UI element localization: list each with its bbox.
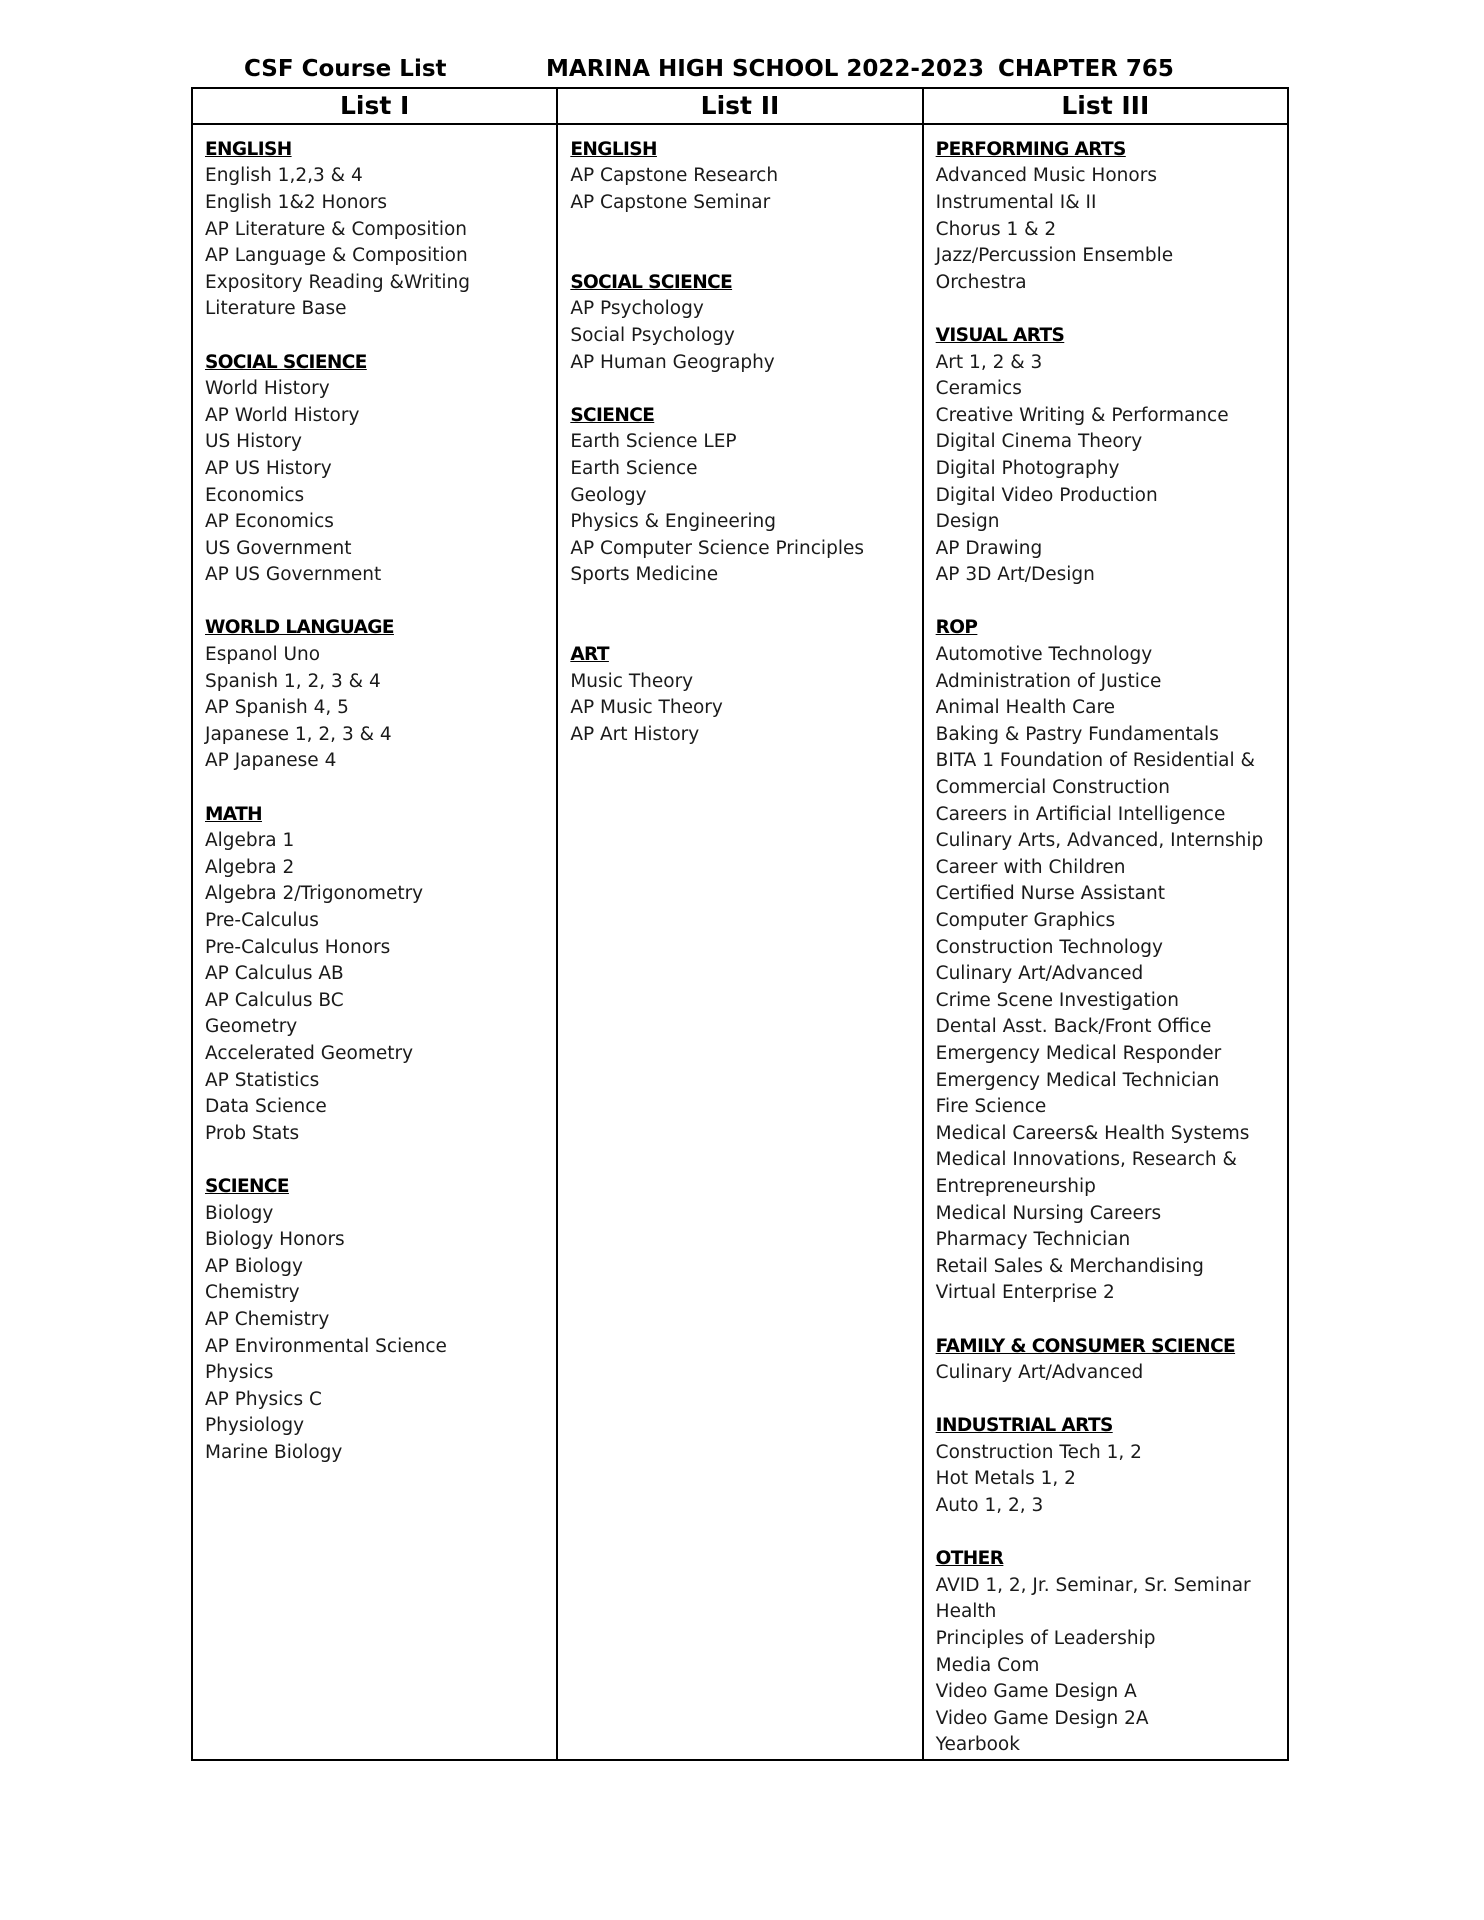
course-item: Video Game Design A: [935, 1681, 1137, 1703]
course-item: English 1&2 Honors: [205, 191, 388, 213]
course-item: Advanced Music Honors: [935, 165, 1157, 187]
section-title: SOCIAL SCIENCE: [205, 351, 367, 373]
course-table: [191, 87, 1289, 1761]
table-header-row: [193, 89, 1287, 125]
section-title: WORLD LANGUAGE: [205, 617, 394, 639]
course-item: Culinary Art/Advanced: [935, 1362, 1144, 1384]
course-item: Social Psychology: [570, 324, 735, 346]
section-spacer: [570, 217, 921, 270]
section-social-science: [205, 350, 556, 589]
course-item: Instrumental I& II: [935, 191, 1097, 213]
course-item: Prob Stats: [205, 1122, 300, 1144]
course-item: AP 3D Art/Design: [935, 564, 1095, 586]
course-item: Art 1, 2 & 3: [935, 351, 1043, 373]
section-spacer: [205, 775, 556, 802]
course-item: AP US History: [205, 457, 332, 479]
course-item: Media Com: [935, 1654, 1040, 1676]
course-item: AP Statistics: [205, 1069, 320, 1091]
section-title: INDUSTRIAL ARTS: [935, 1415, 1113, 1437]
course-item: English 1,2,3 & 4: [205, 165, 363, 187]
course-item: AP Calculus BC: [205, 989, 344, 1011]
section-title: ROP: [935, 617, 978, 639]
section-world-language: [205, 615, 556, 775]
section-spacer: [205, 1147, 556, 1174]
chapter-label: CHAPTER 765: [998, 56, 1174, 82]
course-item: Pharmacy Technician: [935, 1229, 1131, 1251]
course-item: AP Music Theory: [570, 697, 723, 719]
course-item: AP Psychology: [570, 298, 704, 320]
section-spacer: [205, 589, 556, 616]
section-title: VISUAL ARTS: [935, 324, 1065, 346]
course-item: Career with Children: [935, 856, 1126, 878]
course-item: Health: [935, 1601, 997, 1623]
section-family-and-consumer-science: [936, 1334, 1287, 1387]
section-science: [205, 1174, 556, 1467]
section-spacer: [936, 296, 1287, 323]
course-item: AP World History: [205, 404, 360, 426]
course-item: Algebra 2/Trigonometry: [205, 883, 424, 905]
course-item: Earth Science LEP: [570, 431, 737, 453]
course-item: AP Chemistry: [205, 1308, 330, 1330]
course-item: Marine Biology: [205, 1441, 343, 1463]
section-visual-arts: [936, 323, 1287, 589]
course-item: Automotive Technology: [935, 644, 1153, 666]
list-2-column: [556, 125, 921, 1759]
course-item: Jazz/Percussion Ensemble: [935, 245, 1174, 267]
course-item: AVID 1, 2, Jr. Seminar, Sr. Seminar: [935, 1574, 1251, 1596]
course-item: Retail Sales & Merchandising: [935, 1255, 1204, 1277]
course-item: World History: [205, 378, 330, 400]
section-english: [570, 137, 921, 217]
section-spacer: [570, 376, 921, 403]
course-item: Digital Video Production: [935, 484, 1158, 506]
course-item: Algebra 1: [205, 830, 295, 852]
course-item: Medical Careers& Health Systems: [935, 1122, 1250, 1144]
course-item: Virtual Enterprise 2: [935, 1282, 1115, 1304]
course-item: AP Language & Composition: [205, 245, 468, 267]
course-item: Expository Reading &Writing: [205, 271, 470, 293]
course-item: Physics & Engineering: [570, 511, 776, 533]
course-item: AP Environmental Science: [205, 1335, 447, 1357]
section-spacer: [936, 1520, 1287, 1547]
course-item: Emergency Medical Responder: [935, 1042, 1222, 1064]
course-item: Video Game Design 2A: [935, 1707, 1149, 1729]
section-title: OTHER: [935, 1548, 1004, 1570]
list-1-column: [193, 125, 556, 1759]
section-other: [936, 1546, 1287, 1759]
course-item: Culinary Arts, Advanced, Internship: [935, 830, 1264, 852]
section-spacer: [936, 1307, 1287, 1334]
course-item: Physiology: [205, 1415, 305, 1437]
course-item: Computer Graphics: [935, 910, 1116, 931]
course-item: Culinary Art/Advanced: [935, 963, 1144, 985]
course-item: Data Science: [205, 1096, 327, 1118]
section-title: SCIENCE: [570, 404, 655, 426]
course-item: AP Capstone Seminar: [570, 191, 771, 213]
course-item: AP Biology: [205, 1255, 303, 1277]
section-title: PERFORMING ARTS: [935, 138, 1126, 160]
section-title: MATH: [205, 803, 262, 825]
course-item: AP Drawing: [935, 537, 1043, 559]
course-item: Chorus 1 & 2: [935, 218, 1057, 240]
course-item: BITA 1 Foundation of Residential & Commercial Construction: [935, 750, 1255, 799]
section-industrial-arts: [936, 1413, 1287, 1519]
course-item: Design: [935, 511, 1000, 533]
section-title: ART: [570, 644, 609, 666]
course-item: Pre-Calculus: [205, 910, 319, 931]
course-item: AP Capstone Research: [570, 165, 779, 187]
list-3-header: List III: [922, 89, 1287, 123]
section-math: [205, 802, 556, 1148]
section-title: SOCIAL SCIENCE: [570, 271, 733, 293]
course-item: Geometry: [205, 1016, 298, 1038]
school-title: MARINA HIGH SCHOOL 2022-2023: [546, 56, 984, 82]
section-title: SCIENCE: [205, 1175, 289, 1197]
course-item: Construction Technology: [935, 936, 1163, 958]
course-item: Fire Science: [935, 1096, 1047, 1118]
course-item: Medical Nursing Careers: [935, 1202, 1162, 1224]
course-item: Auto 1, 2, 3: [935, 1495, 1044, 1517]
course-item: Principles of Leadership: [935, 1628, 1156, 1650]
course-item: Japanese 1, 2, 3 & 4: [205, 723, 392, 745]
course-item: Medical Innovations, Research & Entrepreneurship: [935, 1149, 1237, 1197]
page-header: [0, 52, 1484, 88]
course-item: Certified Nurse Assistant: [935, 883, 1165, 905]
course-item: AP Calculus AB: [205, 963, 344, 985]
course-item: Careers in Artificial Intelligence: [935, 803, 1226, 825]
section-social-science: [570, 270, 921, 376]
section-art: [570, 642, 921, 748]
course-item: Emergency Medical Technician: [935, 1069, 1220, 1091]
course-item: AP Spanish 4, 5: [205, 697, 349, 719]
course-item: Espanol Uno: [205, 644, 321, 666]
course-item: AP Economics: [205, 511, 334, 533]
section-english: [205, 137, 556, 323]
course-item: AP Human Geography: [570, 351, 775, 373]
section-science: [570, 403, 921, 589]
list-3-column: [922, 125, 1287, 1759]
course-item: Biology Honors: [205, 1229, 345, 1251]
course-item: Economics: [205, 484, 305, 506]
course-item: AP Literature & Composition: [205, 218, 467, 240]
section-performing-arts: [936, 137, 1287, 297]
course-item: Geology: [570, 484, 647, 506]
course-item: Digital Photography: [935, 457, 1120, 479]
section-spacer: [936, 1387, 1287, 1414]
course-item: Digital Cinema Theory: [935, 431, 1143, 453]
course-item: Administration of Justice: [935, 670, 1162, 692]
course-item: Biology: [205, 1202, 274, 1224]
section-spacer: [936, 589, 1287, 616]
course-item: Sports Medicine: [570, 564, 719, 586]
course-item: Ceramics: [935, 378, 1022, 400]
course-item: Yearbook: [935, 1734, 1020, 1756]
section-title: ENGLISH: [205, 138, 292, 160]
course-item: Crime Scene Investigation: [935, 989, 1179, 1011]
course-item: Earth Science: [570, 457, 698, 479]
course-item: Orchestra: [935, 271, 1027, 293]
section-title: FAMILY & CONSUMER SCIENCE: [935, 1335, 1236, 1357]
course-item: AP Art History: [570, 723, 700, 745]
section-rop: [936, 615, 1287, 1306]
course-item: Creative Writing & Performance: [935, 404, 1229, 426]
section-spacer: [570, 589, 921, 642]
course-item: Accelerated Geometry: [205, 1042, 414, 1064]
course-item: Literature Base: [205, 298, 347, 320]
course-item: Dental Asst. Back/Front Office: [935, 1016, 1212, 1038]
course-item: Algebra 2: [205, 856, 295, 878]
course-item: Hot Metals 1, 2: [935, 1468, 1076, 1490]
course-item: AP Japanese 4: [205, 750, 337, 772]
course-item: AP Physics C: [205, 1388, 322, 1410]
course-item: Construction Tech 1, 2: [935, 1441, 1142, 1463]
course-item: AP US Government: [205, 564, 382, 586]
course-item: Spanish 1, 2, 3 & 4: [205, 670, 381, 692]
course-list-label: CSF Course List: [244, 56, 447, 82]
course-item: US Government: [205, 537, 352, 559]
course-item: Animal Health Care: [935, 697, 1116, 719]
course-item: Physics: [205, 1362, 274, 1384]
course-item: Music Theory: [570, 670, 694, 692]
table-body-row: [193, 125, 1287, 1759]
list-2-header: List II: [556, 89, 921, 123]
course-item: Chemistry: [205, 1282, 300, 1304]
section-title: ENGLISH: [570, 138, 657, 160]
section-spacer: [205, 323, 556, 350]
course-item: Pre-Calculus Honors: [205, 936, 391, 958]
course-item: AP Computer Science Principles: [570, 537, 864, 559]
course-item: Baking & Pastry Fundamentals: [935, 723, 1219, 745]
list-1-header: List I: [339, 91, 410, 121]
course-item: US History: [205, 431, 302, 453]
